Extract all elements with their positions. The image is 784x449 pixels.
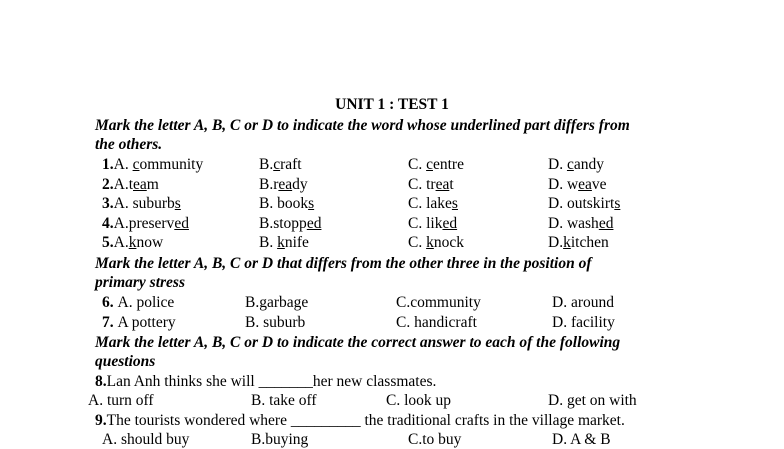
option-c: C.community bbox=[396, 294, 481, 311]
option-a: A. turn off bbox=[88, 392, 154, 409]
section2-instruction: Mark the letter A, B, C or D that differs from the other three in the position of bbox=[95, 255, 592, 272]
question-8-stem bbox=[95, 372, 436, 391]
option-d: D. A & B bbox=[552, 431, 611, 448]
option-b: B.buying bbox=[251, 431, 309, 448]
underlined-part: c bbox=[273, 156, 281, 173]
option-b: B. books bbox=[259, 195, 315, 212]
option-c: C. handicraft bbox=[396, 314, 477, 331]
underlined-part: k bbox=[128, 234, 137, 251]
option-d: D. weave bbox=[548, 175, 607, 193]
page-title: UNIT 1 : TEST 1 bbox=[335, 96, 449, 113]
question-number: 1. bbox=[102, 156, 114, 173]
underlined-part: s bbox=[174, 195, 181, 212]
option-a: 4.A.preserved bbox=[102, 214, 189, 232]
option-b: B. take off bbox=[251, 392, 317, 409]
section3-instruction-cont: questions bbox=[95, 353, 156, 370]
underlined-part: ea bbox=[578, 175, 592, 193]
option-b: B.garbage bbox=[245, 294, 309, 311]
underlined-part: s bbox=[308, 195, 315, 212]
option-b: B. suburb bbox=[245, 314, 306, 331]
underlined-part: ea bbox=[435, 175, 450, 193]
option-c: C.to buy bbox=[408, 431, 462, 448]
option-c: C. treat bbox=[408, 175, 454, 193]
option-a: 3.A. suburbs bbox=[102, 195, 181, 212]
underlined-part: k bbox=[426, 234, 434, 251]
underlined-part: ea bbox=[133, 175, 147, 193]
question-number: 7. bbox=[102, 314, 118, 331]
option-b: B.craft bbox=[259, 156, 302, 173]
question-number: 5. bbox=[102, 234, 114, 251]
option-d: D. get on with bbox=[548, 392, 637, 409]
underlined-part: k bbox=[563, 234, 571, 251]
option-a: A. should buy bbox=[102, 431, 190, 448]
section1-instruction: Mark the letter A, B, C or D to indicate the word whose underlined part differs from bbox=[95, 117, 630, 134]
underlined-part: ea bbox=[278, 175, 293, 193]
section1-instruction-cont: the others. bbox=[95, 136, 163, 153]
underlined-part: c bbox=[566, 156, 574, 173]
option-d: D. candy bbox=[548, 156, 604, 173]
option-a: 1.A. community bbox=[102, 156, 204, 173]
option-c: C. centre bbox=[408, 156, 464, 173]
option-b: B. knife bbox=[259, 234, 309, 251]
option-d: D. around bbox=[552, 294, 614, 311]
underlined-part: ed bbox=[598, 214, 614, 232]
question-number: 6. bbox=[102, 294, 118, 311]
option-d: D. outskirts bbox=[548, 195, 621, 212]
question-text: The tourists wondered where _________ the traditional crafts in the village market. bbox=[106, 412, 625, 429]
section3-instruction: Mark the letter A, B, C or D to indicate the correct answer to each of the following bbox=[95, 334, 621, 351]
question-number: 8. bbox=[95, 373, 107, 390]
option-b: B.stopped bbox=[259, 214, 322, 232]
option-d: D.kitchen bbox=[548, 234, 609, 251]
option-a: 2.A.team bbox=[102, 175, 159, 193]
option-c: C. lakes bbox=[408, 195, 458, 212]
underlined-part: c bbox=[426, 156, 433, 173]
underlined-part: ed bbox=[306, 214, 322, 232]
question-number: 4. bbox=[102, 214, 114, 232]
question-text: Lan Anh thinks she will _______her new classmates. bbox=[106, 373, 437, 390]
option-c: C. look up bbox=[386, 392, 452, 409]
option-d: D. washed bbox=[548, 214, 614, 232]
option-a: 7. A pottery bbox=[102, 314, 176, 331]
option-c: C. knock bbox=[408, 234, 464, 251]
underlined-part: s bbox=[451, 195, 458, 212]
underlined-part: k bbox=[277, 234, 285, 251]
underlined-part: c bbox=[132, 156, 140, 173]
underlined-part: ed bbox=[174, 214, 189, 232]
option-a: 6. A. police bbox=[102, 294, 175, 311]
underlined-part: ed bbox=[442, 214, 458, 232]
section2-instruction-cont: primary stress bbox=[95, 274, 185, 291]
question-9-stem bbox=[95, 411, 625, 430]
option-a: 5.A.know bbox=[102, 234, 164, 251]
option-c: C. liked bbox=[408, 214, 458, 232]
question-number: 9. bbox=[95, 412, 107, 429]
option-d: D. facility bbox=[552, 314, 615, 331]
option-b: B.ready bbox=[259, 175, 308, 193]
question-number: 2. bbox=[102, 175, 114, 193]
question-number: 3. bbox=[102, 195, 114, 212]
underlined-part: s bbox=[614, 195, 621, 212]
